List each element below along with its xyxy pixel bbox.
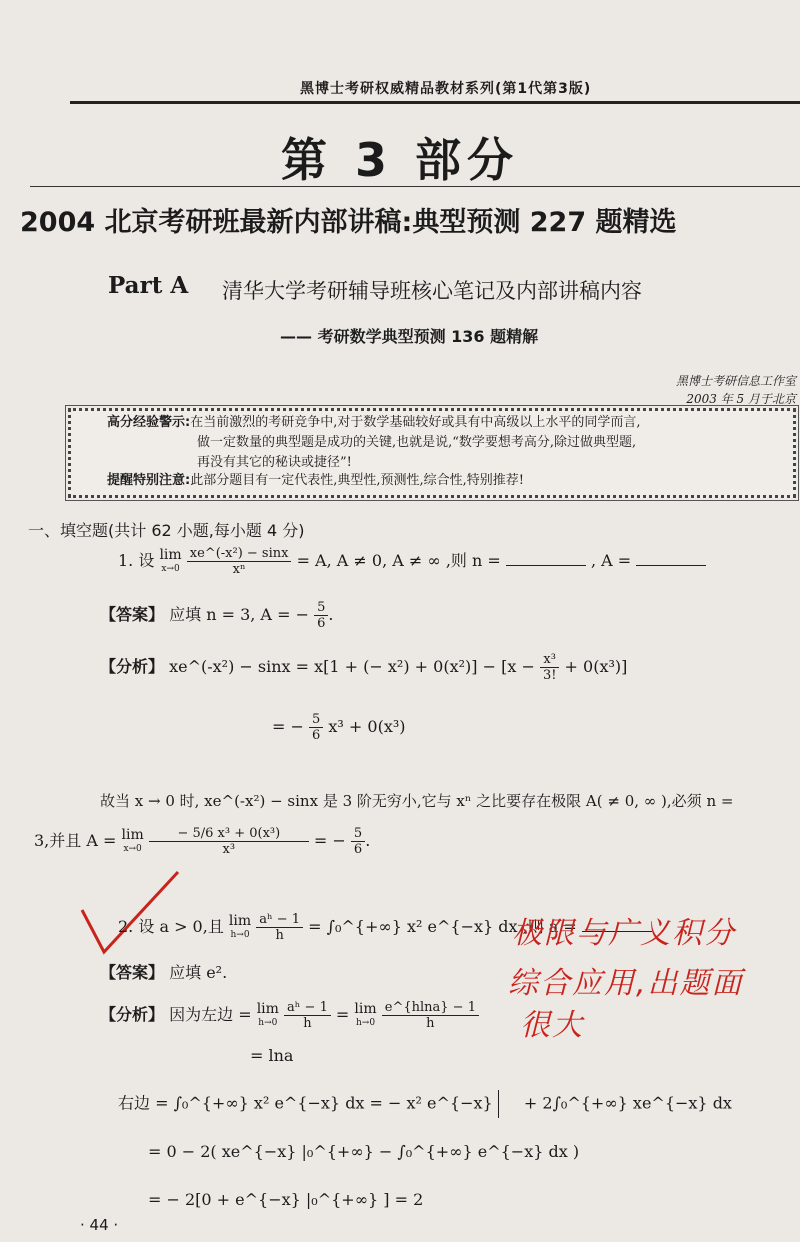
- remind-label: 提醒特别注意:: [107, 473, 191, 488]
- taylor-fraction: [540, 652, 560, 683]
- lim-word: lim: [159, 546, 182, 563]
- answer-fraction: [314, 600, 328, 631]
- frac-num: 5: [309, 712, 323, 728]
- answer-text: 应填 n = 3, A = −: [169, 605, 309, 624]
- part-a-label: Part A: [108, 272, 189, 299]
- frac-num: − 5/6 x³ + 0(x³): [149, 826, 309, 842]
- warning-line-1: 在当前激烈的考研竞争中,对于数学基础较好或具有中高级以上水平的同学而言,: [190, 415, 641, 430]
- part-number-title: 第 3 部分: [280, 133, 520, 187]
- problem-1-condition: = A, A ≠ 0, A ≠ ∞ ,则 n =: [296, 551, 501, 570]
- frac-num: e^{hlna} − 1: [382, 1000, 479, 1016]
- blank-a: [636, 565, 706, 566]
- frac-num: 5: [314, 600, 328, 616]
- analysis-2-fraction-1: [284, 1000, 331, 1031]
- problem-1-statement: [118, 546, 706, 577]
- limit-operator-4: [256, 1000, 279, 1029]
- frac-den: 6: [317, 616, 326, 631]
- problem-2-rhs: = ∫₀^{+∞} x² e^{−x} dx ,则 a =: [308, 917, 577, 936]
- frac-num: 5: [351, 826, 365, 842]
- problem-1-conclusion: 故当 x → 0 时, xe^(-x²) − sinx 是 3 阶无穷小,它与 xⁿ 之比要存在极限 A( ≠ 0, ∞ ),必须 n =: [100, 792, 734, 810]
- frac-den: h: [303, 1016, 312, 1031]
- frac-den: 6: [353, 842, 363, 857]
- handwritten-note-2: 综合应用,出题面: [508, 966, 744, 1001]
- frac-num: aʰ − 1: [284, 1000, 331, 1016]
- main-title: 2004 北京考研班最新内部讲稿:典型预测 227 题精选: [20, 207, 677, 238]
- credit-org: 黑博士考研信息工作室: [675, 374, 796, 388]
- lim-word: lim: [256, 1000, 279, 1017]
- lim-word: lim: [228, 912, 252, 929]
- frac-num: aʰ − 1: [256, 912, 303, 928]
- blank-n: [506, 565, 586, 566]
- handwritten-note-3: 很大: [520, 1008, 584, 1043]
- frac-den: 6: [312, 728, 321, 743]
- conclusion-2-prefix: 3,并且 A =: [34, 831, 117, 850]
- frac-den: xⁿ: [232, 562, 246, 577]
- answer-label: 【答案】: [100, 605, 165, 624]
- answer-label-2: 【答案】: [100, 963, 165, 982]
- answer-text-2: 应填 e².: [169, 963, 228, 982]
- analysis-2-fraction-2: [382, 1000, 479, 1031]
- lim-sub: h→0: [258, 1017, 278, 1028]
- analysis-label-2: 【分析】: [100, 1005, 165, 1024]
- analysis-line-1-end: + 0(x³)]: [564, 657, 628, 676]
- frac-den: h: [426, 1016, 435, 1031]
- series-title: 黑博士考研权威精品教材系列(第1代第3版): [300, 81, 592, 97]
- problem-1-fraction: [187, 546, 292, 577]
- analysis-left: 因为左边 =: [169, 1005, 252, 1024]
- warning-line-3: 再没有其它的秘诀或捷径”!: [197, 455, 352, 470]
- lim-sub: h→0: [356, 1017, 376, 1028]
- section-heading: 一、填空题(共计 62 小题,每小题 4 分): [28, 521, 305, 540]
- header-divider: [70, 101, 800, 104]
- problem-2-answer: [100, 960, 227, 983]
- analysis-line-2-end: x³ + 0(x³): [328, 717, 406, 736]
- problem-1-analysis-2: [272, 712, 406, 743]
- lim-word: lim: [354, 1000, 377, 1017]
- analysis-line-2: = −: [272, 717, 304, 736]
- right-line-1a: 右边 = ∫₀^{+∞} x² e^{−x} dx = − x² e^{−x}: [118, 1093, 493, 1113]
- warning-line-2: 做一定数量的典型题是成功的关键,也就是说,“数学要想考高分,除过做典型题,: [197, 435, 637, 450]
- part-a-subtitle: —— 考研数学典型预测 136 题精解: [280, 327, 539, 346]
- warning-label: 高分经验警示:: [107, 415, 191, 430]
- frac-den: 3!: [542, 668, 557, 683]
- analysis-fraction-2: [309, 712, 323, 743]
- conclusion-2-end: = −: [313, 831, 346, 850]
- problem-1-conclusion-2: 3,并且 A = lim x→0 $\frac{\text{− 5/6 x³ + 0(x³)}}{\text{x³}}$ = − $\frac{5}{6}$ .: [34, 826, 371, 857]
- frac-num: x³: [540, 652, 560, 668]
- frac-den: h: [275, 928, 284, 943]
- lim-word: lim: [121, 826, 144, 843]
- problem-2-right-1: [118, 1090, 732, 1118]
- limit-operator: [159, 546, 182, 575]
- title-divider: [30, 186, 800, 187]
- problem-1-analysis-1: [100, 652, 627, 683]
- frac-num: xe^(-x²) − sinx: [187, 546, 292, 562]
- lim-sub: h→0: [230, 929, 250, 940]
- analysis-line-1: xe^(-x²) − sinx = x[1 + (− x²) + 0(x²)] − [x −: [169, 657, 535, 676]
- limit-operator-3: [228, 912, 252, 941]
- problem-2-right-3: = − 2[0 + e^{−x} |₀^{+∞} ] = 2: [148, 1190, 424, 1209]
- problem-2-right-2: = 0 − 2( xe^{−x} |₀^{+∞} − ∫₀^{+∞} e^{−x} dx ): [148, 1142, 580, 1161]
- conclusion-result-fraction: [351, 826, 365, 857]
- page-number: · 44 ·: [80, 1216, 119, 1234]
- problem-1-answer: 【答案】 应填 n = 3, A = − $\frac{5}{6}$ .: [100, 600, 334, 631]
- notice-box: [68, 408, 796, 498]
- credit-date: 2003 年 5 月于北京: [686, 392, 796, 406]
- limit-operator-2: [121, 826, 144, 855]
- problem-2-fraction: [256, 912, 303, 943]
- limit-operator-5: [354, 1000, 377, 1029]
- part-a-title: 清华大学考研辅导班核心笔记及内部讲稿内容: [222, 279, 642, 303]
- right-line-1b: + 2∫₀^{+∞} xe^{−x} dx: [523, 1093, 732, 1113]
- check-mark-icon: [74, 852, 184, 962]
- problem-2-prefix: 2. 设 a > 0,且: [118, 917, 224, 936]
- eval-bar: [498, 1090, 519, 1118]
- remind-text: 此部分题目有一定代表性,典型性,预测性,综合性,特别推荐!: [190, 473, 524, 488]
- lim-sub: x→0: [161, 563, 180, 574]
- lim-sub: x→0: [123, 843, 142, 854]
- analysis-label: 【分析】: [100, 657, 165, 676]
- handwritten-note-1: 极限与广义积分: [512, 916, 736, 951]
- problem-2-analysis-2: = lna: [250, 1046, 294, 1065]
- problem-1-a-eq: , A =: [590, 551, 632, 570]
- problem-1-prefix: 1. 设: [118, 551, 155, 570]
- problem-2-analysis-1: 【分析】 因为左边 = lim h→0 $\frac{\text{aʰ − 1}}{h}$ = lim h→0 $\frac{e\^{}\{hlna\} - 1}{h}$: [100, 1000, 479, 1031]
- frac-den: x³: [222, 842, 236, 857]
